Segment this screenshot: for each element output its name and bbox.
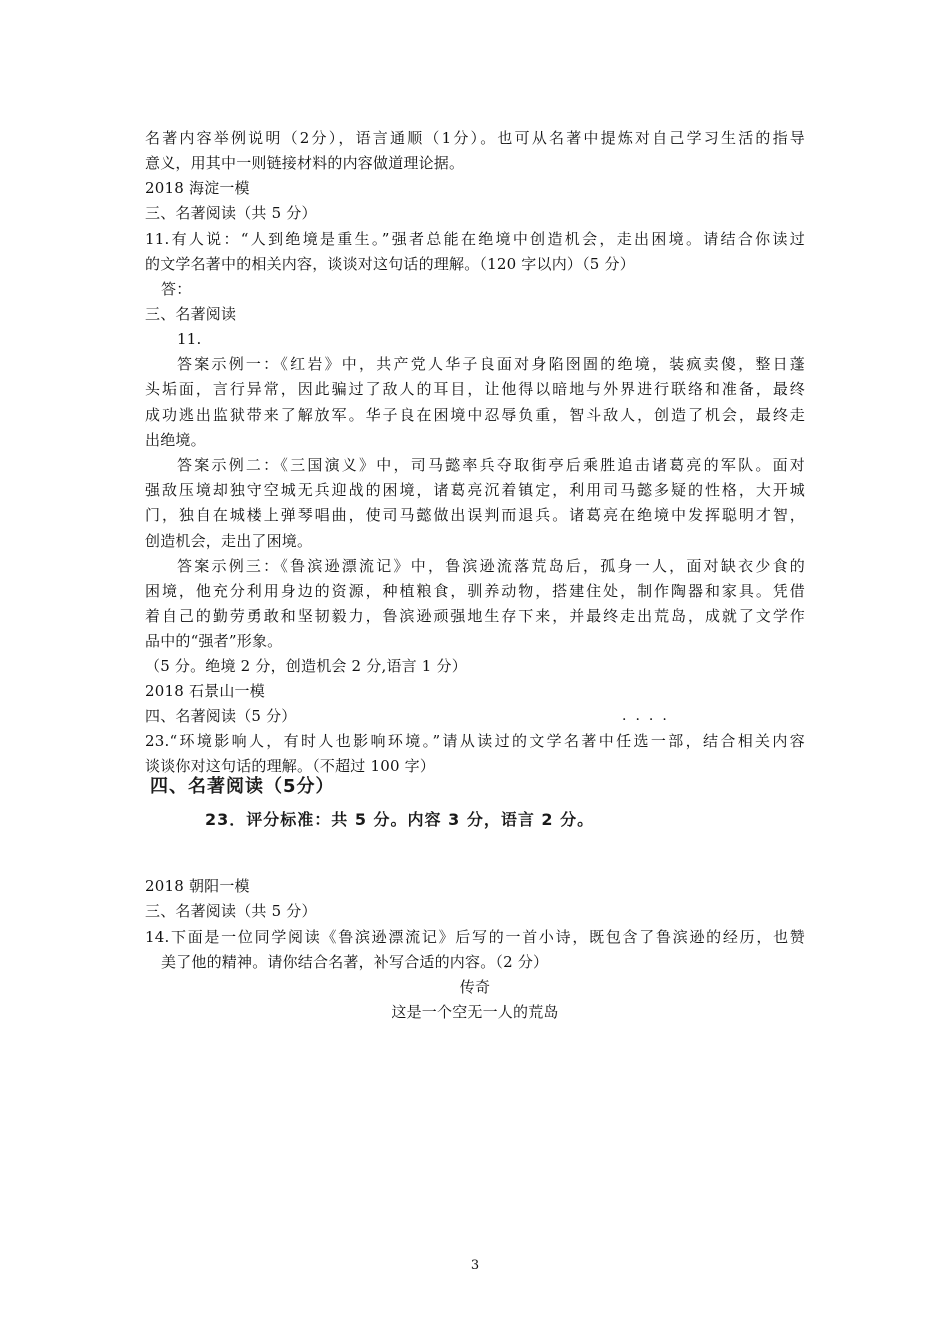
- emphasis-dots: ····: [622, 712, 676, 728]
- page-number: 3: [470, 1258, 480, 1273]
- question-number: 11.: [177, 330, 202, 348]
- text-line: 名著内容举例说明（2分），语言通顺（1分）。也可从名著中提炼对自己学习生活的指导: [145, 129, 805, 147]
- question-text: 谈谈你对这句话的理解。（不超过 100 字）: [145, 757, 436, 775]
- answer-example-line: 成功逃出监狱带来了解放军。华子良在困境中忍辱负重，智斗敌人，创造了机会，最终走: [145, 406, 805, 424]
- question-text: 美了他的精神。请你结合名著，补写合适的内容。（2 分）: [161, 953, 549, 971]
- answer-example-line: 强敌压境却独守空城无兵迎战的困境，诸葛亮沉着镇定，利用司马懿多疑的性格，大开城: [145, 481, 805, 499]
- poem-title: 传奇: [459, 978, 491, 996]
- answer-example-line: 答案示例三：《鲁滨逊漂流记》中，鲁滨逊流落荒岛后，孤身一人，面对缺衣少食的: [177, 557, 805, 575]
- answer-example-line: 门，独自在城楼上弹琴唱曲，使司马懿做出误判而退兵。诸葛亮在绝境中发挥聪明才智，: [145, 506, 805, 524]
- section-heading: 三、名著阅读（共 5 分）: [145, 204, 317, 222]
- section-source: 2018 海淀一模: [145, 179, 250, 197]
- answer-example-line: 着自己的勤劳勇敢和坚韧毅力，鲁滨逊顽强地生存下来，并最终走出荒岛，成就了文学作: [145, 607, 805, 625]
- section-source: 2018 朝阳一模: [145, 877, 250, 895]
- scanned-scoring-standard: 23．评分标准：共 5 分。内容 3 分，语言 2 分。: [205, 810, 595, 829]
- section-heading: 三、名著阅读（共 5 分）: [145, 902, 317, 920]
- answer-example-line: 困境，他充分利用身边的资源，种植粮食，驯养动物，搭建住处，制作陶器和家具。凭借: [145, 582, 805, 600]
- text-line: 意义，用其中一则链接材料的内容做道理论据。: [145, 154, 465, 172]
- answer-example-line: 品中的“强者”形象。: [145, 632, 283, 650]
- scanned-heading: 四、名著阅读（5分）: [150, 776, 335, 797]
- scoring-note: （5 分。绝境 2 分，创造机会 2 分,语言 1 分）: [145, 657, 467, 675]
- answer-example-line: 答案示例一：《红岩》中，共产党人华子良面对身陷囹圄的绝境，装疯卖傻，整日蓬: [177, 355, 805, 373]
- section-heading: 四、名著阅读（5 分）: [145, 707, 297, 725]
- question-text: 23.“环境影响人，有时人也影响环境。”请从读过的文学名著中任选一部，结合相关内容: [145, 732, 805, 750]
- section-heading: 三、名著阅读: [145, 305, 237, 323]
- question-text: 11.有人说：“人到绝境是重生。”强者总能在绝境中创造机会，走出困境。请结合你读过: [145, 230, 805, 248]
- question-text: 的文学名著中的相关内容，谈谈对这句话的理解。（120 字以内）（5 分）: [145, 255, 635, 273]
- question-text: 14.下面是一位同学阅读《鲁滨逊漂流记》后写的一首小诗，既包含了鲁滨逊的经历，也赞: [145, 928, 805, 946]
- answer-example-line: 答案示例二：《三国演义》中，司马懿率兵夺取街亭后乘胜追击诸葛亮的军队。面对: [177, 456, 805, 474]
- poem-line: 这是一个空无一人的荒岛: [391, 1003, 559, 1021]
- answer-example-line: 创造机会，走出了困境。: [145, 532, 313, 550]
- answer-example-line: 头垢面，言行异常，因此骗过了敌人的耳目，让他得以暗地与外界进行联络和准备，最终: [145, 380, 805, 398]
- answer-example-line: 出绝境。: [145, 431, 206, 449]
- section-source: 2018 石景山一模: [145, 682, 265, 700]
- answer-label: 答：: [161, 280, 192, 298]
